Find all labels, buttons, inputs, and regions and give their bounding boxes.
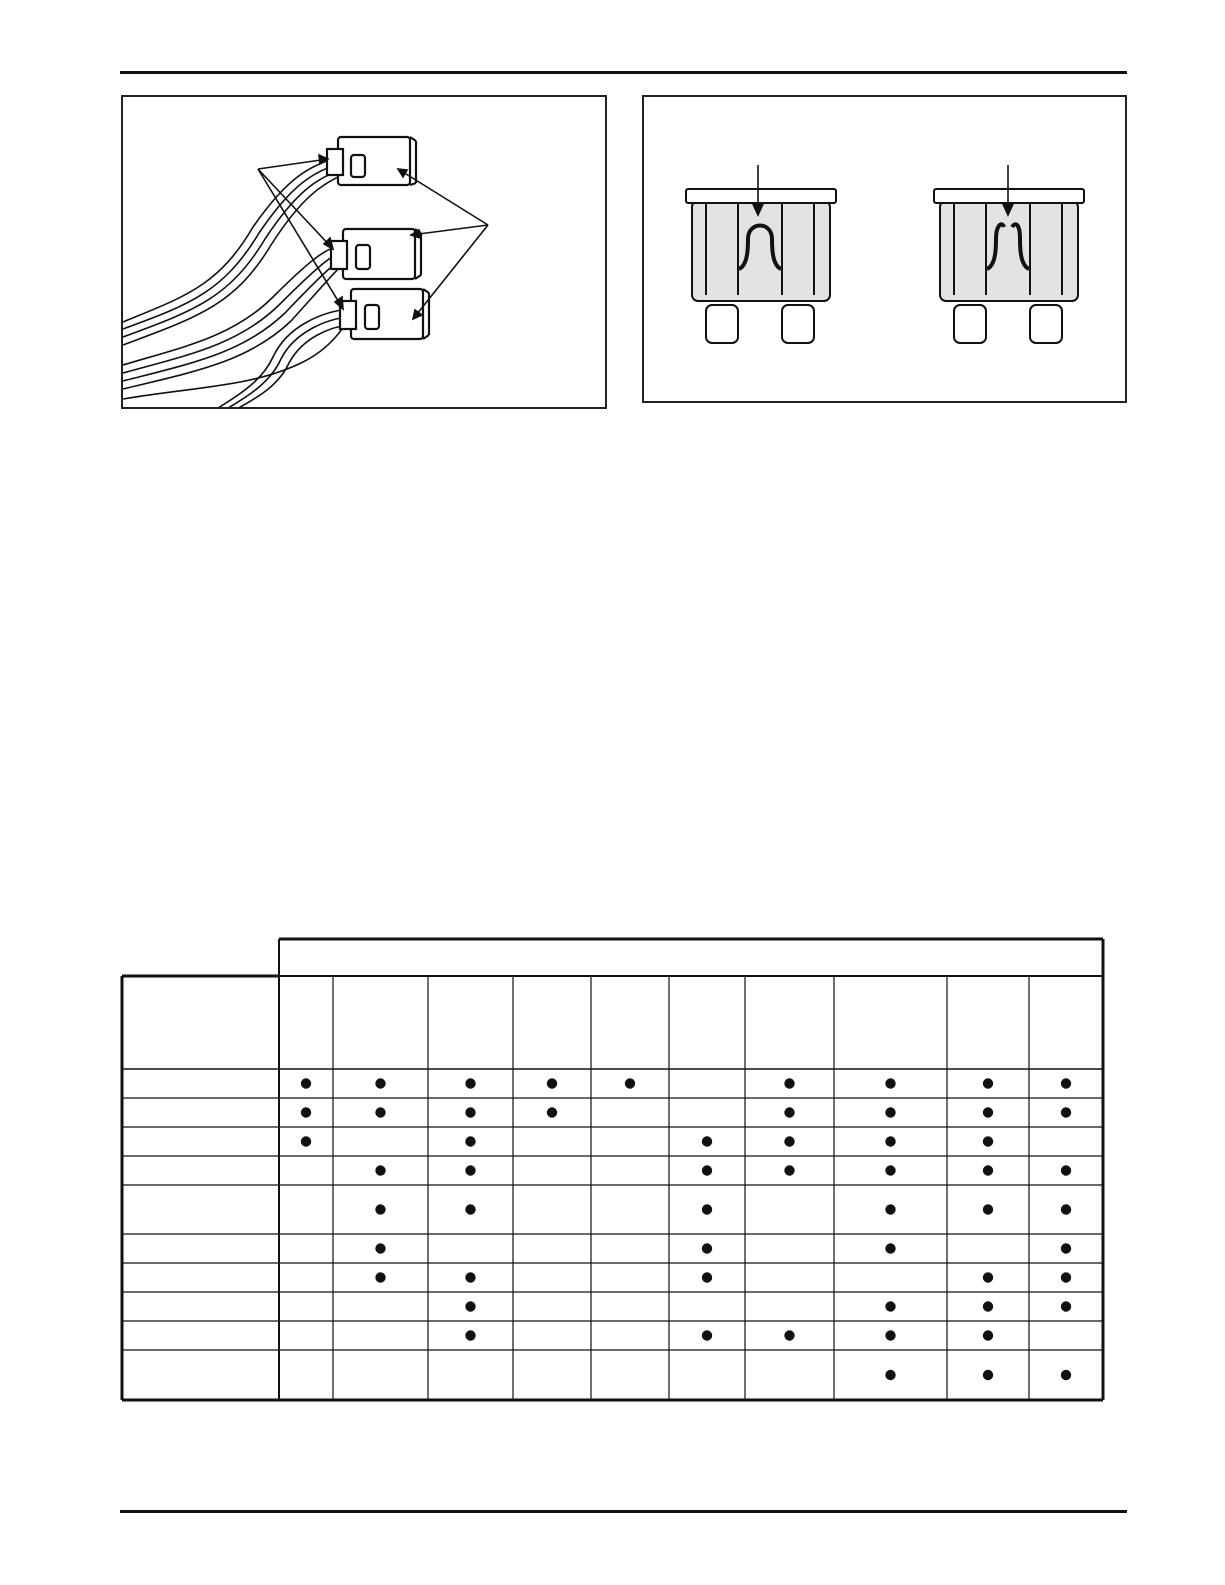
table-mark-dot (983, 1136, 993, 1146)
table-mark-dot (547, 1078, 557, 1088)
table-mark-dot (1061, 1107, 1071, 1117)
table-mark-dot (983, 1330, 993, 1340)
table-mark-dot (983, 1165, 993, 1175)
table-mark-dot (301, 1136, 311, 1146)
table-mark-dot (983, 1204, 993, 1214)
table-mark-dot (784, 1078, 794, 1088)
table-mark-dot (784, 1165, 794, 1175)
table-mark-dot (375, 1204, 385, 1214)
table-mark-dot (983, 1370, 993, 1380)
table-mark-dot (1061, 1204, 1071, 1214)
table-mark-dot (1061, 1243, 1071, 1253)
table-mark-dot (885, 1370, 895, 1380)
table-mark-dot (465, 1301, 475, 1311)
table-mark-dot (702, 1136, 712, 1146)
table-mark-dot (983, 1107, 993, 1117)
table-mark-dot (784, 1136, 794, 1146)
table-mark-dot (885, 1078, 895, 1088)
table-mark-dot (885, 1165, 895, 1175)
table-mark-dot (465, 1204, 475, 1214)
table-mark-dot (375, 1107, 385, 1117)
table-mark-dot (375, 1078, 385, 1088)
bottom-rule (120, 1510, 1127, 1513)
table-mark-dot (784, 1107, 794, 1117)
table-mark-dot (375, 1243, 385, 1253)
table-mark-dot (1061, 1165, 1071, 1175)
table-mark-dot (547, 1107, 557, 1117)
table-mark-dot (885, 1204, 895, 1214)
table-mark-dot (702, 1272, 712, 1282)
table-mark-dot (983, 1301, 993, 1311)
table-mark-dot (702, 1330, 712, 1340)
table-mark-dot (465, 1330, 475, 1340)
table-mark-dot (465, 1078, 475, 1088)
table-mark-dot (1061, 1301, 1071, 1311)
table-mark-dot (465, 1272, 475, 1282)
table-mark-dot (885, 1107, 895, 1117)
table-mark-dot (784, 1330, 794, 1340)
table-mark-dot (375, 1165, 385, 1175)
table-mark-dot (465, 1107, 475, 1117)
table-mark-dot (702, 1243, 712, 1253)
table-mark-dot (885, 1330, 895, 1340)
table-mark-dot (885, 1301, 895, 1311)
table-mark-dot (983, 1078, 993, 1088)
table-mark-dot (1061, 1078, 1071, 1088)
table-mark-dot (885, 1243, 895, 1253)
table-mark-dot (465, 1136, 475, 1146)
table-mark-dot (702, 1165, 712, 1175)
table-mark-dot (301, 1078, 311, 1088)
table-mark-dot (885, 1136, 895, 1146)
table-mark-dot (301, 1107, 311, 1117)
table-mark-dot (983, 1272, 993, 1282)
table-mark-dot (702, 1204, 712, 1214)
table-mark-dot (625, 1078, 635, 1088)
table-mark-dot (465, 1165, 475, 1175)
table-mark-dot (1061, 1272, 1071, 1282)
table-mark-dot (375, 1272, 385, 1282)
table-mark-dot (1061, 1370, 1071, 1380)
